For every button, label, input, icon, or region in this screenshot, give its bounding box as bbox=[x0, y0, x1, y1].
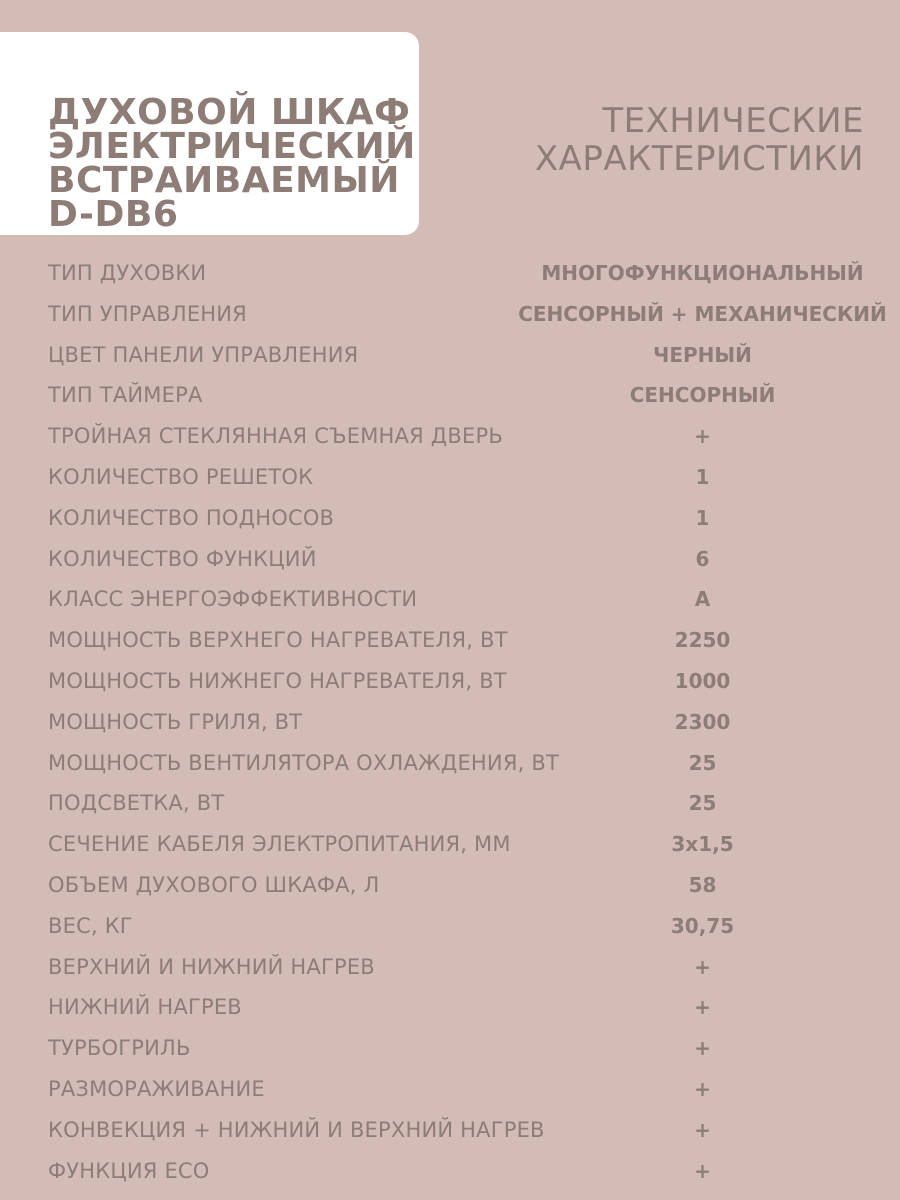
spec-value: + bbox=[694, 1036, 711, 1061]
spec-row bbox=[0, 987, 900, 1028]
product-title bbox=[48, 92, 416, 235]
spec-label: ТИП ДУХОВКИ bbox=[48, 261, 207, 285]
spec-row bbox=[0, 457, 900, 498]
spec-value: СЕНСОРНЫЙ + МЕХАНИЧЕСКИЙ bbox=[518, 301, 887, 326]
spec-label: ТИП УПРАВЛЕНИЯ bbox=[48, 301, 247, 326]
product-title-line: ДУХОВОЙ ШКАФ bbox=[48, 92, 411, 133]
spec-value: + bbox=[694, 995, 711, 1020]
title-card bbox=[0, 32, 419, 235]
spec-label: ТУРБОГРИЛЬ bbox=[48, 1036, 191, 1061]
spec-label: ВЕС, КГ bbox=[48, 913, 133, 938]
spec-row bbox=[0, 1151, 900, 1192]
spec-row bbox=[0, 335, 900, 376]
spec-label: ЦВЕТ ПАНЕЛИ УПРАВЛЕНИЯ bbox=[48, 342, 359, 367]
spec-label: ОБЪЕМ ДУХОВОГО ШКАФА, Л bbox=[48, 872, 380, 897]
product-title-line: ВСТРАИВАЕМЫЙ bbox=[48, 160, 400, 201]
spec-label: НИЖНИЙ НАГРЕВ bbox=[48, 995, 242, 1020]
spec-value: + bbox=[694, 424, 711, 449]
spec-value: 25 bbox=[688, 750, 717, 775]
product-title-line: ЭЛЕКТРИЧЕСКИЙ bbox=[48, 126, 416, 167]
spec-row bbox=[0, 743, 900, 784]
spec-label: СЕЧЕНИЕ КАБЕЛЯ ЭЛЕКТРОПИТАНИЯ, ММ bbox=[48, 832, 511, 857]
spec-label: КЛАСС ЭНЕРГОЭФФЕКТИВНОСТИ bbox=[48, 587, 418, 612]
spec-row bbox=[0, 498, 900, 539]
spec-value: 25 bbox=[688, 791, 717, 816]
spec-row bbox=[0, 824, 900, 865]
spec-row bbox=[0, 661, 900, 702]
spec-label: КОЛИЧЕСТВО ПОДНОСОВ bbox=[48, 505, 335, 530]
spec-label: МОЩНОСТЬ ГРИЛЯ, ВТ bbox=[48, 709, 303, 734]
spec-row bbox=[0, 579, 900, 620]
spec-value: 58 bbox=[688, 872, 717, 897]
spec-value: + bbox=[694, 1076, 711, 1101]
spec-row bbox=[0, 1069, 900, 1110]
specs-table bbox=[0, 253, 900, 1191]
spec-row bbox=[0, 702, 900, 743]
spec-label: ВЕРХНИЙ И НИЖНИЙ НАГРЕВ bbox=[48, 954, 375, 979]
spec-value: 2300 bbox=[674, 709, 731, 734]
spec-value: + bbox=[694, 954, 711, 979]
spec-label: КОЛИЧЕСТВО РЕШЕТОК bbox=[48, 464, 314, 489]
spec-label: МОЩНОСТЬ НИЖНЕГО НАГРЕВАТЕЛЯ, ВТ bbox=[48, 668, 507, 693]
spec-value: 1 bbox=[695, 464, 710, 489]
spec-value: 6 bbox=[695, 546, 710, 571]
spec-row bbox=[0, 783, 900, 824]
spec-value: + bbox=[694, 1158, 711, 1183]
spec-label: МОЩНОСТЬ ВЕРХНЕГО НАГРЕВАТЕЛЯ, ВТ bbox=[48, 628, 508, 653]
spec-row bbox=[0, 865, 900, 906]
spec-label: КОЛИЧЕСТВО ФУНКЦИЙ bbox=[48, 546, 317, 571]
section-title-line: ТЕХНИЧЕСКИЕ bbox=[602, 101, 864, 141]
spec-row bbox=[0, 375, 900, 416]
spec-row bbox=[0, 1110, 900, 1151]
spec-value: 1000 bbox=[674, 668, 731, 693]
spec-value: 1 bbox=[695, 505, 710, 530]
product-title-line: D-DB6 bbox=[48, 194, 179, 235]
spec-row bbox=[0, 294, 900, 335]
spec-value: 2250 bbox=[674, 628, 731, 653]
spec-label: РАЗМОРАЖИВАНИЕ bbox=[48, 1076, 265, 1101]
spec-value: МНОГОФУНКЦИОНАЛЬНЫЙ bbox=[541, 261, 864, 285]
section-title bbox=[444, 102, 864, 178]
spec-value: 3х1,5 bbox=[671, 832, 734, 857]
spec-value: 30,75 bbox=[670, 913, 735, 938]
spec-row bbox=[0, 906, 900, 947]
spec-value: A bbox=[694, 587, 711, 612]
spec-value: СЕНСОРНЫЙ bbox=[629, 383, 776, 408]
spec-row bbox=[0, 947, 900, 988]
spec-row bbox=[0, 539, 900, 580]
spec-label: ТРОЙНАЯ СТЕКЛЯННАЯ СЪЕМНАЯ ДВЕРЬ bbox=[48, 424, 503, 449]
spec-value: ЧЕРНЫЙ bbox=[653, 342, 752, 367]
spec-row bbox=[0, 416, 900, 457]
spec-label: ФУНКЦИЯ ECO bbox=[48, 1158, 210, 1183]
spec-label: МОЩНОСТЬ ВЕНТИЛЯТОРА ОХЛАЖДЕНИЯ, ВТ bbox=[48, 750, 559, 775]
spec-label: ПОДСВЕТКА, ВТ bbox=[48, 791, 225, 816]
spec-label: КОНВЕКЦИЯ + НИЖНИЙ И ВЕРХНИЙ НАГРЕВ bbox=[48, 1117, 545, 1142]
spec-row bbox=[0, 253, 900, 294]
spec-row bbox=[0, 620, 900, 661]
spec-label: ТИП ТАЙМЕРА bbox=[48, 383, 203, 408]
section-title-line: ХАРАКТЕРИСТИКИ bbox=[534, 139, 864, 179]
spec-value: + bbox=[694, 1117, 711, 1142]
spec-row bbox=[0, 1028, 900, 1069]
